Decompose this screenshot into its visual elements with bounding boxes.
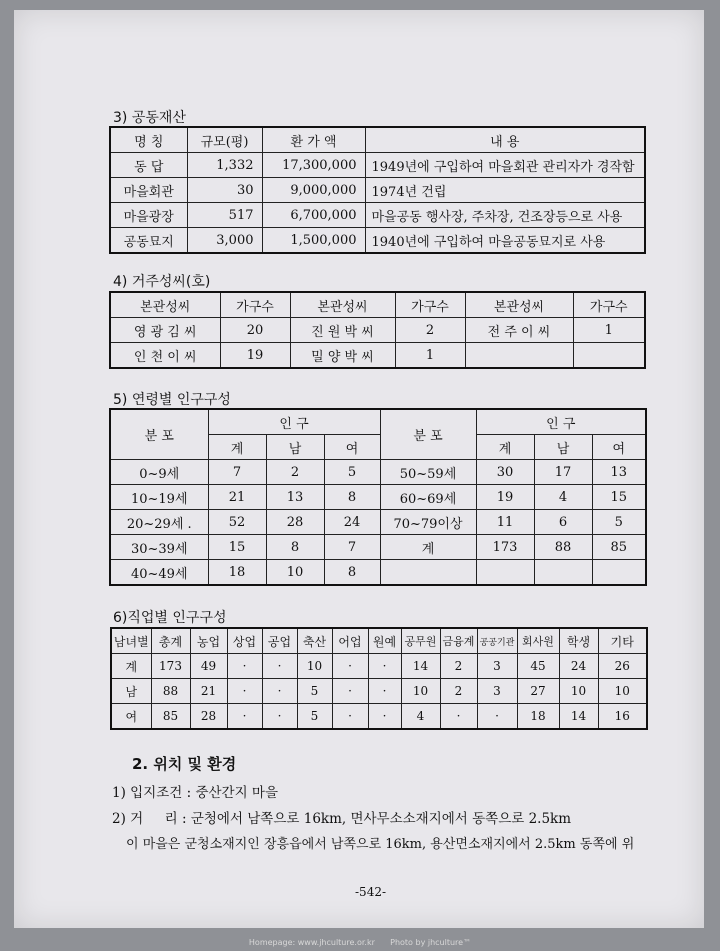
cell — [592, 560, 646, 586]
header-cell: 공업 — [262, 628, 297, 654]
cell: 10 — [598, 679, 647, 704]
header-cell: 상업 — [227, 628, 262, 654]
cell: 영 광 김 씨 — [110, 318, 220, 343]
cell: 173 — [476, 535, 534, 560]
cell: 계 — [111, 654, 151, 679]
table-row — [110, 343, 645, 369]
header-cell: 여 — [324, 435, 380, 460]
cell: 517 — [187, 203, 262, 228]
location-line-3: 이 마을은 군청소재지인 장흥읍에서 남쪽으로 16km, 용산면소재지에서 2.5km 동쪽에 위 — [126, 837, 635, 852]
table-row — [111, 679, 647, 704]
cell — [573, 343, 645, 369]
cell: 1 — [573, 318, 645, 343]
cell: 16 — [598, 704, 647, 730]
cell: 10 — [559, 679, 598, 704]
cell: 3 — [477, 679, 517, 704]
cell: 0~9세 — [110, 460, 208, 485]
cell: · — [332, 679, 368, 704]
cell: 13 — [266, 485, 324, 510]
location-line-2: 2) 거 리 : 군청에서 남쪽으로 16km, 면사무소소재지에서 동쪽으로 2.5km — [112, 811, 572, 827]
cell: 19 — [220, 343, 290, 369]
header-cell: 계 — [476, 435, 534, 460]
cell: · — [262, 654, 297, 679]
cell — [534, 560, 592, 586]
header-cell: 명 칭 — [110, 127, 187, 153]
cell: 6 — [534, 510, 592, 535]
cell: 계 — [380, 535, 476, 560]
header-cell: 가구수 — [573, 292, 645, 318]
cell: 밀 양 박 씨 — [290, 343, 395, 369]
cell: 21 — [208, 485, 266, 510]
cell: 28 — [266, 510, 324, 535]
cell: · — [262, 679, 297, 704]
cell: 2 — [266, 460, 324, 485]
cell: 26 — [598, 654, 647, 679]
cell: 남 — [111, 679, 151, 704]
header-cell: 남 — [534, 435, 592, 460]
cell: · — [368, 654, 401, 679]
cell: 20 — [220, 318, 290, 343]
table-row — [110, 510, 646, 535]
cell: 인 천 이 씨 — [110, 343, 220, 369]
header-cell: 여 — [592, 435, 646, 460]
cell: 17 — [534, 460, 592, 485]
header-cell: 기타 — [598, 628, 647, 654]
cell: 27 — [517, 679, 559, 704]
cell: 70~79이상 — [380, 510, 476, 535]
cell: 마을회관 — [110, 178, 187, 203]
header-cell: 농업 — [190, 628, 227, 654]
cell: 동 답 — [110, 153, 187, 178]
cell: 5 — [324, 460, 380, 485]
cell: 88 — [151, 679, 190, 704]
location-line-1: 1) 입지조건 : 중산간지 마을 — [112, 785, 278, 801]
cell: 40~49세 — [110, 560, 208, 586]
cell: 17,300,000 — [262, 153, 365, 178]
table-row — [110, 318, 645, 343]
cell: 3 — [477, 654, 517, 679]
header-cell: 본관성씨 — [290, 292, 395, 318]
cell: 21 — [190, 679, 227, 704]
cell: 10 — [401, 679, 440, 704]
section-title-common-property: 3) 공동재산 — [113, 110, 186, 126]
header-cell: 남녀별 — [111, 628, 151, 654]
cell: 전 주 이 씨 — [465, 318, 573, 343]
cell: 4 — [401, 704, 440, 730]
table-header-row — [110, 409, 646, 435]
cell: 1,332 — [187, 153, 262, 178]
table-row — [110, 535, 646, 560]
cell: 2 — [395, 318, 465, 343]
cell: 49 — [190, 654, 227, 679]
cell: · — [227, 679, 262, 704]
cell: · — [227, 704, 262, 730]
header-cell: 총계 — [151, 628, 190, 654]
header-cell: 본관성씨 — [465, 292, 573, 318]
cell: · — [368, 679, 401, 704]
cell — [465, 343, 573, 369]
cell — [380, 560, 476, 586]
cell: 2 — [440, 654, 477, 679]
section-title-occupation: 6)직업별 인구구성 — [113, 610, 227, 626]
age-population-table — [109, 408, 647, 586]
location-heading: 2. 위치 및 환경 — [132, 755, 237, 773]
cell: 8 — [324, 560, 380, 586]
cell: 13 — [592, 460, 646, 485]
common-property-table — [109, 126, 646, 254]
cell: · — [332, 704, 368, 730]
header-cell: 인 구 — [476, 409, 646, 435]
footer-credit: Homepage: www.jhculture.or.kr Photo by jhculture™ — [248, 938, 472, 947]
cell: 1974년 건립 — [365, 178, 645, 203]
table-row — [110, 460, 646, 485]
cell: · — [332, 654, 368, 679]
table-row — [110, 228, 645, 254]
header-cell: 공공기관 — [477, 628, 517, 654]
header-cell: 가구수 — [220, 292, 290, 318]
cell: 60~69세 — [380, 485, 476, 510]
header-cell: 환 가 액 — [262, 127, 365, 153]
cell: 24 — [324, 510, 380, 535]
header-cell: 내 용 — [365, 127, 645, 153]
cell: 진 원 박 씨 — [290, 318, 395, 343]
cell: 7 — [324, 535, 380, 560]
cell: 24 — [559, 654, 598, 679]
cell: 18 — [517, 704, 559, 730]
cell: 85 — [592, 535, 646, 560]
header-cell: 원예 — [368, 628, 401, 654]
header-cell: 금융계 — [440, 628, 477, 654]
header-cell: 인 구 — [208, 409, 380, 435]
header-cell: 남 — [266, 435, 324, 460]
cell: 3,000 — [187, 228, 262, 254]
cell: 14 — [401, 654, 440, 679]
cell: 15 — [208, 535, 266, 560]
cell: · — [368, 704, 401, 730]
cell: 1940년에 구입하여 마을공동묘지로 사용 — [365, 228, 645, 254]
cell: 52 — [208, 510, 266, 535]
header-cell: 본관성씨 — [110, 292, 220, 318]
table-header-row — [111, 628, 647, 654]
page-number: -542- — [355, 885, 387, 899]
header-cell: 계 — [208, 435, 266, 460]
cell: 2 — [440, 679, 477, 704]
section-title-clans: 4) 거주성씨(호) — [113, 274, 211, 290]
cell: 15 — [592, 485, 646, 510]
table-header-row — [110, 292, 645, 318]
section-title-age-population: 5) 연령별 인구구성 — [113, 392, 231, 408]
cell: · — [440, 704, 477, 730]
header-cell: 학생 — [559, 628, 598, 654]
header-cell: 축산 — [297, 628, 332, 654]
cell: 173 — [151, 654, 190, 679]
table-row — [110, 485, 646, 510]
cell: 30 — [476, 460, 534, 485]
cell: 8 — [324, 485, 380, 510]
cell: · — [227, 654, 262, 679]
header-cell: 규모(평) — [187, 127, 262, 153]
cell: 10~19세 — [110, 485, 208, 510]
cell: 10 — [297, 654, 332, 679]
clans-table — [109, 291, 646, 369]
cell: · — [262, 704, 297, 730]
cell: 11 — [476, 510, 534, 535]
cell: 18 — [208, 560, 266, 586]
cell: 마을공동 행사장, 주차장, 건조장등으로 사용 — [365, 203, 645, 228]
cell: 45 — [517, 654, 559, 679]
cell: 20~29세 . — [110, 510, 208, 535]
cell: 28 — [190, 704, 227, 730]
table-row — [110, 153, 645, 178]
table-row — [111, 654, 647, 679]
cell: 6,700,000 — [262, 203, 365, 228]
table-header-row — [110, 127, 645, 153]
cell: 50~59세 — [380, 460, 476, 485]
table-row — [111, 704, 647, 730]
cell: 5 — [297, 679, 332, 704]
table-row — [110, 178, 645, 203]
cell: 9,000,000 — [262, 178, 365, 203]
cell: 5 — [592, 510, 646, 535]
header-cell: 분 포 — [380, 409, 476, 460]
cell: 1949년에 구입하여 마을회관 관리자가 경작함 — [365, 153, 645, 178]
cell: 30 — [187, 178, 262, 203]
cell: 10 — [266, 560, 324, 586]
cell: 19 — [476, 485, 534, 510]
cell: 8 — [266, 535, 324, 560]
cell: 85 — [151, 704, 190, 730]
header-cell: 가구수 — [395, 292, 465, 318]
cell: 4 — [534, 485, 592, 510]
cell: 14 — [559, 704, 598, 730]
table-row — [110, 560, 646, 586]
table-row — [110, 203, 645, 228]
cell: 공동묘지 — [110, 228, 187, 254]
header-cell: 공무원 — [401, 628, 440, 654]
cell: 1,500,000 — [262, 228, 365, 254]
occupation-table — [110, 627, 648, 730]
cell: 7 — [208, 460, 266, 485]
header-cell: 어업 — [332, 628, 368, 654]
cell: 마을광장 — [110, 203, 187, 228]
header-cell: 분 포 — [110, 409, 208, 460]
cell: 여 — [111, 704, 151, 730]
cell: 30~39세 — [110, 535, 208, 560]
cell: · — [477, 704, 517, 730]
cell: 1 — [395, 343, 465, 369]
header-cell: 회사원 — [517, 628, 559, 654]
cell: 88 — [534, 535, 592, 560]
cell: 5 — [297, 704, 332, 730]
cell — [476, 560, 534, 586]
